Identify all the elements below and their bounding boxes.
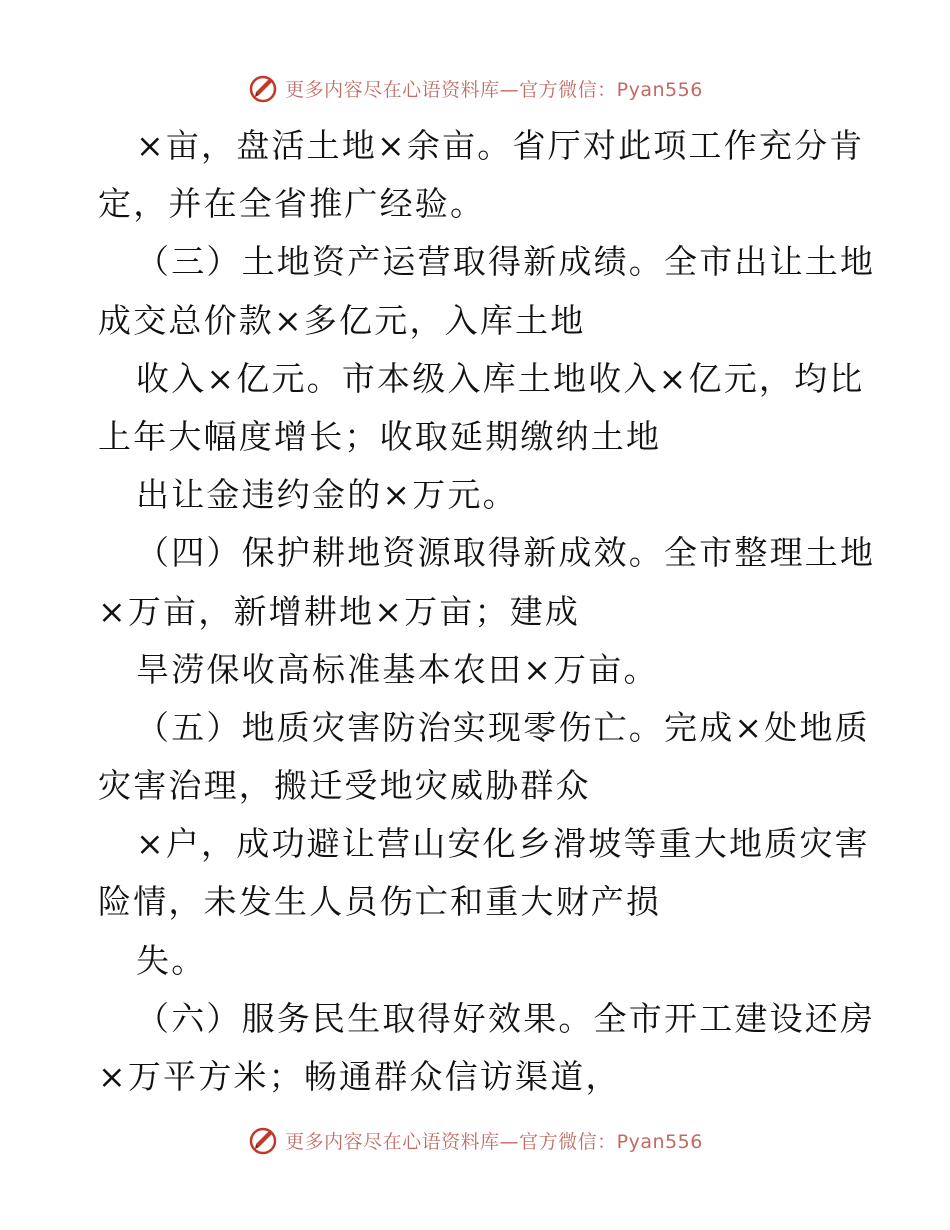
text-line: 定，并在全省推广经验。 bbox=[98, 184, 486, 224]
text-line: （六）服务民生取得好效果。全市开工建设还房 bbox=[136, 998, 876, 1038]
document-body bbox=[98, 117, 876, 1106]
text-line: 旱涝保收高标准基本农田×万亩。 bbox=[136, 649, 659, 689]
text-line: ×亩，盘活土地×余亩。省厅对此项工作充分肯 bbox=[136, 126, 865, 165]
watermark-text: 更多内容尽在心语资料库—官方微信：Pyan556 bbox=[285, 1130, 703, 1153]
text-line: （三）土地资产运营取得新成绩。全市出让土地 bbox=[136, 242, 876, 282]
watermark-text: 更多内容尽在心语资料库—官方微信：Pyan556 bbox=[285, 78, 703, 101]
text-line: 险情，未发生人员伤亡和重大财产损 bbox=[98, 882, 662, 922]
text-line: ×万平方米；畅通群众信访渠道， bbox=[98, 1057, 621, 1096]
text-line: 失。 bbox=[136, 940, 207, 980]
watermark-logo-icon bbox=[247, 1124, 279, 1156]
text-line: 上年大幅度增长；收取延期缴纳土地 bbox=[98, 416, 662, 456]
text-line: 出让金违约金的×万元。 bbox=[136, 475, 518, 515]
text-line: （四）保护耕地资源取得新成效。全市整理土地 bbox=[136, 533, 876, 573]
footer-watermark bbox=[0, 1122, 950, 1158]
text-line: 灾害治理，搬迁受地灾威胁群众 bbox=[98, 766, 591, 806]
text-line: ×万亩，新增耕地×万亩；建成 bbox=[98, 591, 581, 631]
text-line: （五）地质灾害防治实现零伤亡。完成×处地质 bbox=[136, 707, 870, 747]
text-line: 成交总价款×多亿元，入库土地 bbox=[98, 300, 586, 340]
watermark-logo-icon bbox=[247, 72, 279, 104]
header-watermark bbox=[0, 70, 950, 106]
text-line: 收入×亿元。市本级入库土地收入×亿元，均比 bbox=[136, 358, 865, 398]
text-line: ×户，成功避让营山安化乡滑坡等重大地质灾害 bbox=[136, 824, 870, 864]
